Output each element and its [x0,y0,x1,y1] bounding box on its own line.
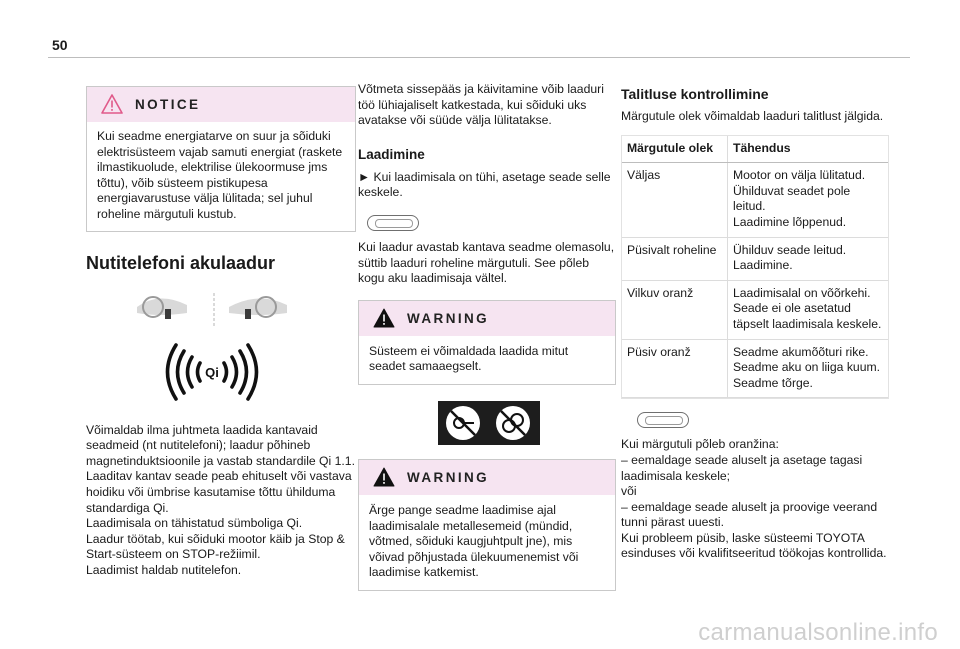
warning-title: WARNING [407,469,490,485]
qi-wireless-signal-icon [164,341,260,403]
body-paragraph: Laadimisala on tähistatud sümboliga Qi. [86,516,303,531]
body-paragraph: Laaditav kantav seade peab ehituselt või vastava hoidiku või ümbrise kasutamise tõttu ühilduma standardiga Qi. [86,469,352,515]
check-intro: Märgutule olek võimaldab laaduri talitlust jälgida. [621,109,884,123]
column-3 [621,85,893,562]
status-table-wrap [621,135,889,400]
detect-paragraph: Kui laadur avastab kantava seadme olemasolu, süttib laaduri roheline märgutuli. See põleb kogu aku laadimisaja vältel. [358,239,615,286]
table-cell: Püsiv oranž [622,339,728,398]
warning-triangle-icon [101,94,123,114]
warning-text: Süsteem ei võimaldada laadida mitut seadet samaaegselt. [369,343,569,374]
body-paragraph: Võimaldab ilma juhtmeta laadida kantavaid seadmeid (nt nutitelefoni); laadur põhineb magnetinduktsioonile ja vastab standardile Qi 1.1. [86,422,355,468]
step-paragraph: ► Kui laadimisala on tühi, asetage seade selle keskele. [358,169,611,200]
body-paragraph: Kui märgutuli põleb oranžina: [621,437,779,452]
body-paragraph: Kui probleem püsib, laske süsteemi TOYOTA esinduses või kvalifitseeritud töökojas kontrollida. [621,530,887,561]
body-paragraph: või [621,484,637,499]
charger-description [86,423,356,579]
warning-triangle-icon [373,467,395,487]
table-cell: Väljas [622,163,728,237]
warning-header [359,301,615,336]
table-cell: Laadimisalal on võõrkehi. Seade ei ole asetatud täpselt laadimisala keskele. [728,280,889,339]
section-heading-charger: Nutitelefoni akulaadur [86,252,276,273]
charging-indicator-icon [367,215,419,231]
notice-text: Kui seadme energiatarve on suur ja sõiduki elektrisüsteem vajab samuti energiat (raskete ilmastikuolude, elektrilise ülekoormuse jms tõttu), võib süsteem pistikupesa energiavarustuse välja lülitada; sel juhul roheline märgutuli kustub. [97,129,343,221]
no-key-no-coin-icon [438,401,540,445]
notice-box [86,86,356,232]
table-row [622,339,888,398]
warning-title: WARNING [407,310,490,326]
warning-header [359,460,615,495]
body-paragraph: – eemaldage seade aluselt ja asetage tagasi laadimisala keskele; [621,452,863,483]
table-cell: Vilkuv oranž [622,280,728,339]
qi-symbol-area [86,341,356,405]
car-interior-icon [129,289,299,329]
column-2 [358,82,618,591]
subheading-laadimine: Laadimine [358,146,425,162]
notice-title: NOTICE [135,97,201,112]
watermark: carmanualsonline.info [698,619,938,647]
status-table [622,136,888,399]
table-row [622,280,888,339]
orange-instructions [621,437,893,562]
table-cell: Mootor on välja lülitatud. Ühilduvat seadet pole leitud. Laadimine lõppenud. [728,163,889,237]
table-header: Tähendus [728,136,889,163]
charging-indicator-icon [637,412,689,428]
table-cell: Püsivalt roheline [622,237,728,280]
table-header: Märgutule olek [622,136,728,163]
page-number: 50 [52,37,68,53]
notice-header [87,87,355,122]
table-cell: Seadme akumõõturi rike. Seadme aku on liiga kuum. Seadme tõrge. [728,339,889,398]
svg-text:Qi: Qi [205,364,219,380]
column-1 [86,86,356,579]
table-row [622,237,888,280]
body-paragraph: Laadur töötab, kui sõiduki mootor käib ja Stop & Start-süsteem on STOP-režiimil. [86,531,345,562]
warning-triangle-icon [373,308,395,328]
table-row [622,163,888,237]
intro-paragraph: Võtmeta sissepääs ja käivitamine võib laaduri töö lühiajaliselt katkestada, kui sõiduki uks avatakse või süüde välja lülitatakse. [358,82,604,128]
warning-box-1 [358,300,616,385]
subheading-check: Talitluse kontrollimine [621,86,769,102]
table-cell: Ühilduv seade leitud. Laadimine. [728,237,889,280]
warning-box-2 [358,459,616,591]
body-paragraph: – eemaldage seade aluselt ja proovige veerand tunni pärast uuesti. [621,499,878,530]
body-paragraph: Laadimist haldab nutitelefon. [86,562,242,577]
no-metal-objects-icon [438,401,540,445]
dashboard-illustration [86,289,356,331]
top-rule [48,57,910,58]
warning-text: Ärge pange seadme laadimise ajal laadimisalale metallesemeid (mündid, võtmed, sõiduki kaugjuhtpult jne), mis võivad põhjustada ülekuumenemist või laadimise katkemist. [369,502,579,580]
